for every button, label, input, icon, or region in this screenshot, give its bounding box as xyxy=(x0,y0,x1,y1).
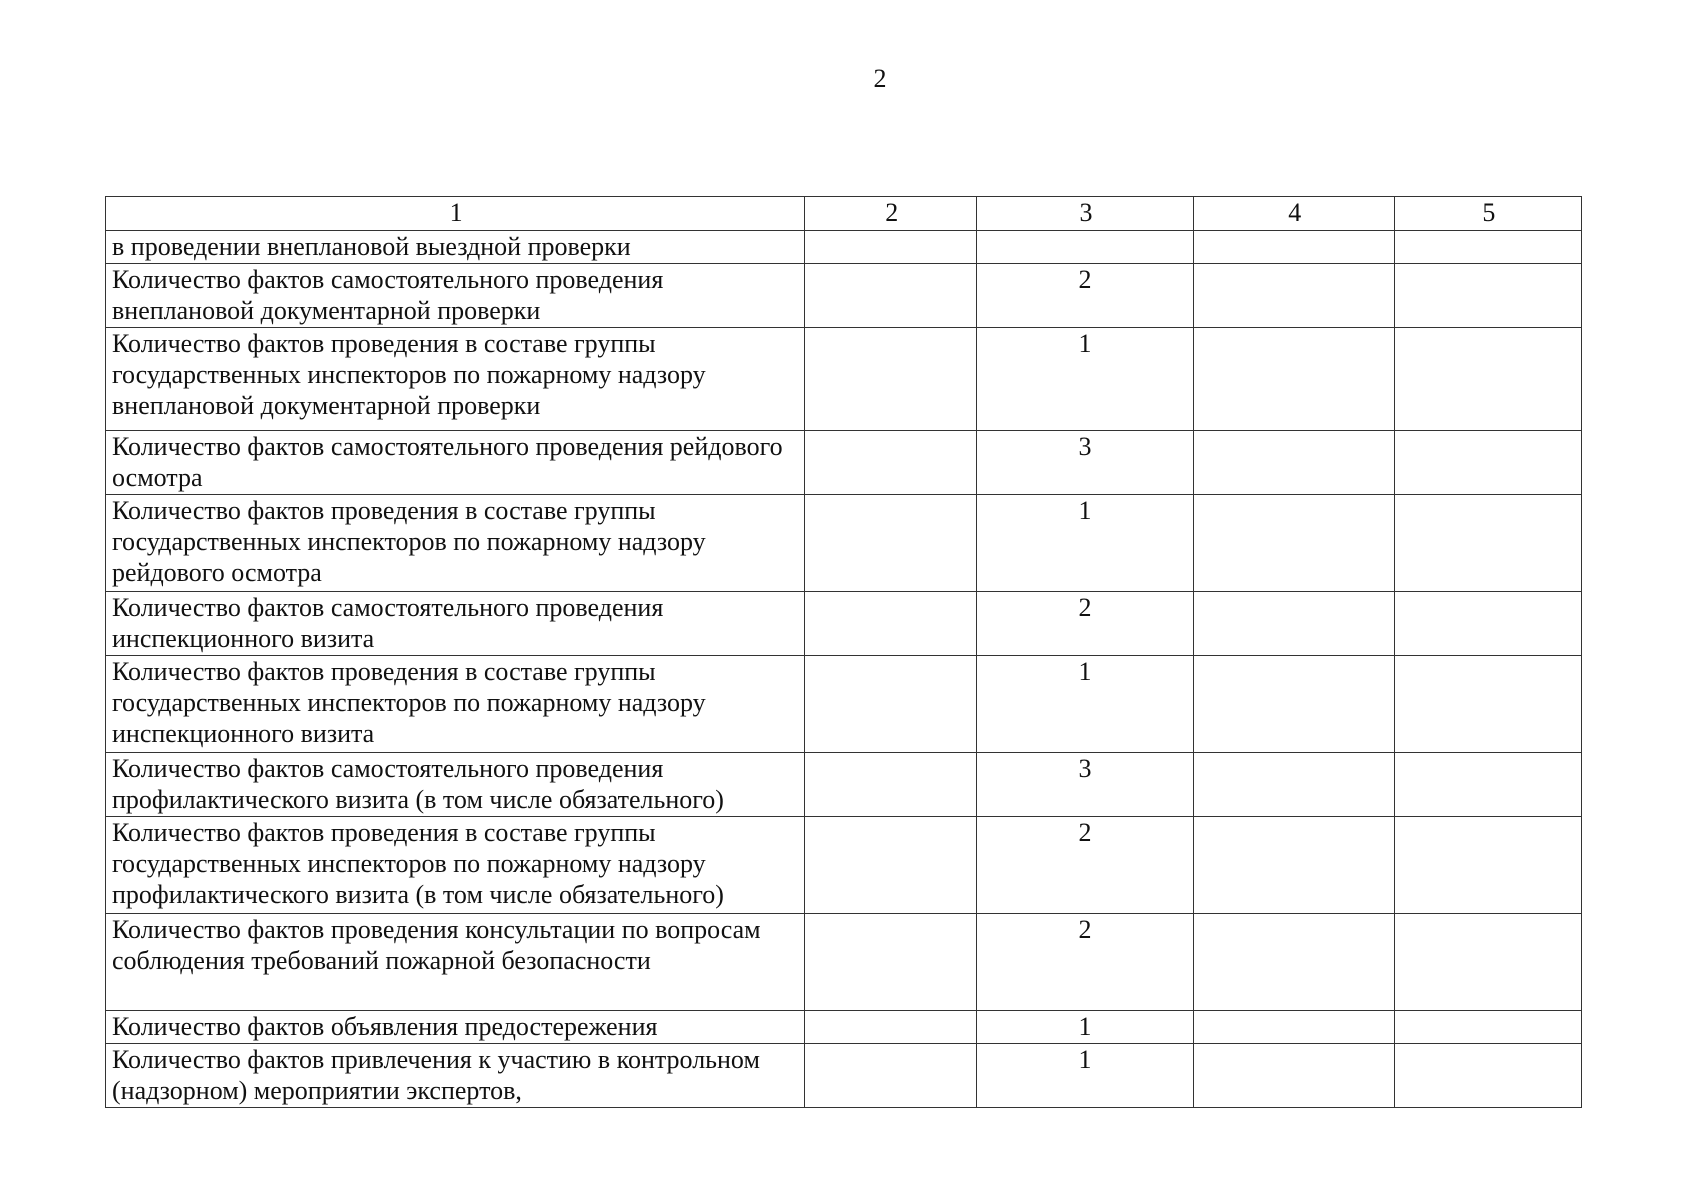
cell-col-3: 1 xyxy=(977,328,1193,431)
table-row xyxy=(106,328,1582,431)
cell-col-3 xyxy=(977,231,1193,264)
cell-col-5 xyxy=(1394,431,1581,495)
cell-col-3: 1 xyxy=(977,1011,1193,1044)
cell-col-3: 1 xyxy=(977,495,1193,592)
cell-col-4 xyxy=(1193,495,1394,592)
cell-col-4 xyxy=(1193,431,1394,495)
cell-col-2 xyxy=(805,592,977,656)
cell-col-5 xyxy=(1394,1011,1581,1044)
table-row xyxy=(106,1011,1582,1044)
row-description: Количество фактов проведения в составе группы государственных инспекторов по пожарному надзору профилактического визита (в том числе обязательного) xyxy=(106,817,805,914)
cell-col-5 xyxy=(1394,328,1581,431)
cell-col-2 xyxy=(805,817,977,914)
column-header-1: 1 xyxy=(106,197,805,231)
table-header-row xyxy=(106,197,1582,231)
page-number: 2 xyxy=(873,64,887,93)
cell-col-4 xyxy=(1193,753,1394,817)
cell-col-3: 1 xyxy=(977,1044,1193,1108)
cell-col-4 xyxy=(1193,592,1394,656)
row-description: Количество фактов самостоятельного проведения внеплановой документарной проверки xyxy=(106,264,805,328)
cell-col-3: 2 xyxy=(977,592,1193,656)
cell-col-3: 2 xyxy=(977,264,1193,328)
column-header-2: 2 xyxy=(805,197,977,231)
inspection-activity-table xyxy=(105,196,1582,1108)
cell-col-4 xyxy=(1193,914,1394,1011)
cell-col-5 xyxy=(1394,1044,1581,1108)
cell-col-4 xyxy=(1193,1044,1394,1108)
cell-col-4 xyxy=(1193,264,1394,328)
cell-col-2 xyxy=(805,431,977,495)
row-description: Количество фактов проведения в составе группы государственных инспекторов по пожарному надзору инспекционного визита xyxy=(106,656,805,753)
row-description: Количество фактов самостоятельного проведения инспекционного визита xyxy=(106,592,805,656)
cell-col-5 xyxy=(1394,264,1581,328)
cell-col-5 xyxy=(1394,656,1581,753)
table-row xyxy=(106,495,1582,592)
cell-col-2 xyxy=(805,1011,977,1044)
cell-col-3: 2 xyxy=(977,817,1193,914)
row-description: Количество фактов самостоятельного проведения рейдового осмотра xyxy=(106,431,805,495)
cell-col-5 xyxy=(1394,592,1581,656)
column-header-4: 4 xyxy=(1193,197,1394,231)
cell-col-2 xyxy=(805,328,977,431)
table-row xyxy=(106,431,1582,495)
row-description: Количество фактов объявления предостережения xyxy=(106,1011,805,1044)
cell-col-2 xyxy=(805,1044,977,1108)
table-row xyxy=(106,656,1582,753)
row-description: Количество фактов привлечения к участию в контрольном (надзорном) мероприятии экспертов, xyxy=(106,1044,805,1108)
column-header-3: 3 xyxy=(977,197,1193,231)
table-row xyxy=(106,231,1582,264)
table-row xyxy=(106,1044,1582,1108)
cell-col-5 xyxy=(1394,231,1581,264)
row-description: Количество фактов проведения консультации по вопросам соблюдения требований пожарной безопасности xyxy=(106,914,805,1011)
row-description: Количество фактов проведения в составе группы государственных инспекторов по пожарному надзору внеплановой документарной проверки xyxy=(106,328,805,431)
cell-col-5 xyxy=(1394,914,1581,1011)
cell-col-5 xyxy=(1394,495,1581,592)
cell-col-4 xyxy=(1193,656,1394,753)
cell-col-4 xyxy=(1193,328,1394,431)
table-row xyxy=(106,753,1582,817)
cell-col-3: 1 xyxy=(977,656,1193,753)
table-row xyxy=(106,264,1582,328)
table-body xyxy=(106,197,1582,1108)
cell-col-5 xyxy=(1394,817,1581,914)
cell-col-4 xyxy=(1193,817,1394,914)
cell-col-2 xyxy=(805,495,977,592)
cell-col-2 xyxy=(805,753,977,817)
cell-col-2 xyxy=(805,264,977,328)
row-description: в проведении внеплановой выездной проверки xyxy=(106,231,805,264)
row-description: Количество фактов самостоятельного проведения профилактического визита (в том числе обязательного) xyxy=(106,753,805,817)
table-row xyxy=(106,914,1582,1011)
table-row xyxy=(106,817,1582,914)
cell-col-2 xyxy=(805,656,977,753)
cell-col-3: 2 xyxy=(977,914,1193,1011)
cell-col-2 xyxy=(805,231,977,264)
cell-col-4 xyxy=(1193,231,1394,264)
cell-col-4 xyxy=(1193,1011,1394,1044)
column-header-5: 5 xyxy=(1394,197,1581,231)
cell-col-2 xyxy=(805,914,977,1011)
table-row xyxy=(106,592,1582,656)
cell-col-5 xyxy=(1394,753,1581,817)
row-description: Количество фактов проведения в составе группы государственных инспекторов по пожарному надзору рейдового осмотра xyxy=(106,495,805,592)
cell-col-3: 3 xyxy=(977,431,1193,495)
cell-col-3: 3 xyxy=(977,753,1193,817)
